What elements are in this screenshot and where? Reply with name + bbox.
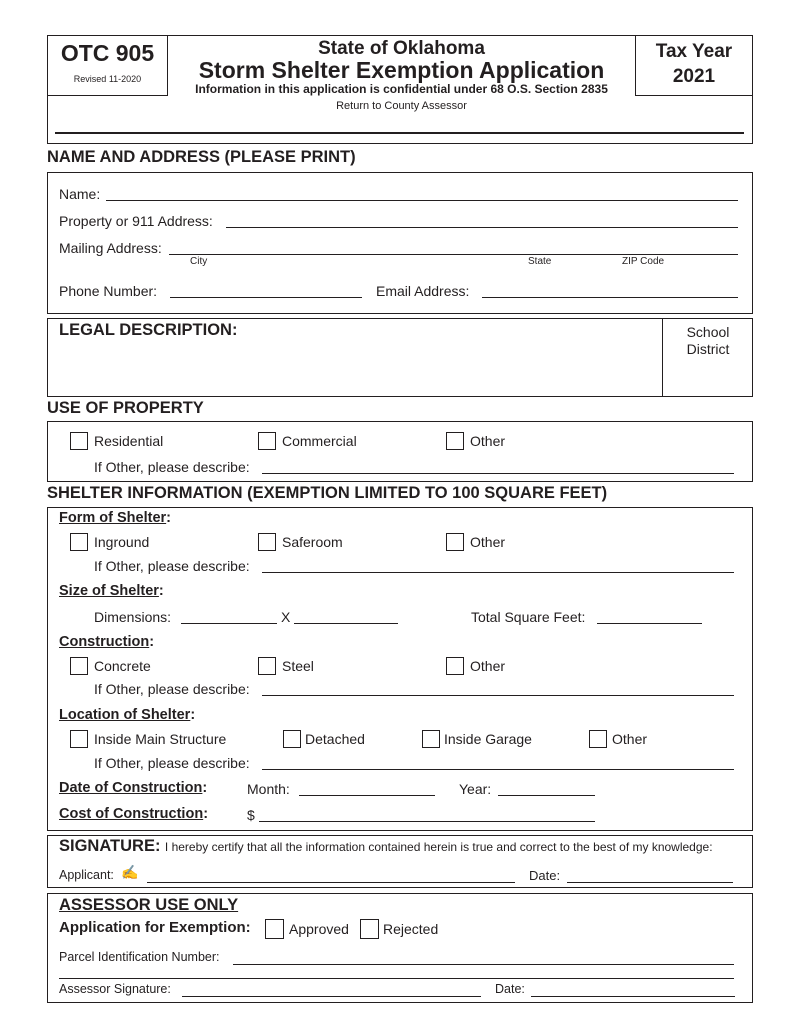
signature-heading: SIGNATURE: — [59, 837, 161, 855]
size-of-shelter-label: Size of Shelter — [59, 583, 159, 599]
location-of-shelter-label: Location of Shelter — [59, 707, 191, 723]
signature-date-label: Date: — [529, 868, 561, 883]
saferoom-checkbox[interactable] — [258, 533, 276, 551]
location-other-describe-label: If Other, please describe: — [94, 755, 250, 771]
dimension-x-label: X — [281, 609, 291, 625]
state-sublabel: State — [528, 256, 552, 267]
zip-sublabel: ZIP Code — [622, 256, 665, 267]
colon: : — [190, 707, 196, 723]
colon: : — [203, 806, 209, 822]
form-number: OTC 905 — [60, 40, 155, 66]
assessor-use-only-heading: ASSESSOR USE ONLY — [59, 896, 239, 914]
colon: : — [202, 780, 208, 796]
tax-year: 2021 — [672, 66, 716, 87]
approved-checkbox[interactable] — [265, 919, 284, 939]
cost-of-construction-label: Cost of Construction — [59, 806, 204, 822]
name-label: Name: — [59, 186, 101, 202]
form-other-describe-label: If Other, please describe: — [94, 558, 250, 574]
shelter-information-heading: SHELTER INFORMATION (EXEMPTION LIMITED TO 100 SQUARE FEET) — [47, 484, 608, 502]
detached-checkbox[interactable] — [283, 730, 301, 748]
detached-label: Detached — [305, 731, 365, 747]
dollar-sign: $ — [247, 807, 255, 823]
cost-field[interactable] — [259, 821, 595, 822]
legal-description-heading: LEGAL DESCRIPTION: — [59, 321, 238, 339]
use-other-describe-field[interactable] — [262, 473, 734, 474]
inside-main-structure-checkbox[interactable] — [70, 730, 88, 748]
email-label: Email Address: — [376, 283, 470, 299]
construction-other-checkbox[interactable] — [446, 657, 464, 675]
phone-label: Phone Number: — [59, 283, 158, 299]
construction-other-describe-label: If Other, please describe: — [94, 681, 250, 697]
form-other-describe-field[interactable] — [262, 572, 734, 573]
total-square-feet-field[interactable] — [597, 623, 702, 624]
parcel-number-field[interactable] — [233, 964, 734, 965]
construction-other-label: Other — [470, 658, 506, 674]
signature-date-field[interactable] — [567, 882, 733, 883]
location-other-describe-field[interactable] — [262, 769, 734, 770]
assessor-signature-field[interactable] — [182, 996, 481, 997]
header-rule — [55, 132, 744, 134]
assessor-date-field[interactable] — [531, 996, 735, 997]
month-field[interactable] — [299, 795, 435, 796]
location-other-checkbox[interactable] — [589, 730, 607, 748]
concrete-label: Concrete — [94, 658, 151, 674]
assessor-date-label: Date: — [495, 982, 525, 996]
applicant-label: Applicant: — [59, 868, 114, 882]
dimensions-label: Dimensions: — [94, 609, 172, 625]
inside-garage-label: Inside Garage — [444, 731, 532, 747]
inside-garage-checkbox[interactable] — [422, 730, 440, 748]
inside-main-structure-label: Inside Main Structure — [94, 731, 227, 747]
commercial-label: Commercial — [282, 433, 357, 449]
use-other-checkbox[interactable] — [446, 432, 464, 450]
inground-label: Inground — [94, 534, 150, 550]
use-other-label: Other — [470, 433, 506, 449]
city-sublabel: City — [190, 256, 208, 267]
construction-label: Construction — [59, 634, 150, 650]
steel-label: Steel — [282, 658, 314, 674]
confidential-note: Information in this application is confidential under 68 O.S. Section 2835 — [195, 82, 608, 96]
page-title: Storm Shelter Exemption Application — [198, 57, 605, 83]
rejected-checkbox[interactable] — [360, 919, 379, 939]
commercial-checkbox[interactable] — [258, 432, 276, 450]
phone-field[interactable] — [170, 297, 362, 298]
applicant-signature-field[interactable] — [147, 882, 515, 883]
residential-checkbox[interactable] — [70, 432, 88, 450]
name-address-heading: NAME AND ADDRESS (PLEASE PRINT) — [47, 148, 356, 166]
approved-label: Approved — [289, 921, 349, 937]
email-field[interactable] — [482, 297, 738, 298]
tax-year-label: Tax Year — [655, 41, 733, 62]
inground-checkbox[interactable] — [70, 533, 88, 551]
date-of-construction-label: Date of Construction — [59, 780, 203, 796]
residential-label: Residential — [94, 433, 164, 449]
district-label: District — [686, 341, 730, 357]
application-for-exemption-label: Application for Exemption: — [59, 919, 251, 936]
assessor-signature-label: Assessor Signature: — [59, 982, 171, 996]
dimension-width-field[interactable] — [181, 623, 277, 624]
year-label: Year: — [459, 781, 492, 797]
form-of-shelter-label: Form of Shelter — [59, 510, 167, 526]
dimension-length-field[interactable] — [294, 623, 398, 624]
form-other-checkbox[interactable] — [446, 533, 464, 551]
return-note: Return to County Assessor — [336, 100, 467, 112]
use-of-property-heading: USE OF PROPERTY — [47, 399, 204, 417]
colon: : — [149, 634, 155, 650]
colon: : — [158, 583, 164, 599]
mailing-address-field[interactable] — [169, 254, 738, 255]
month-label: Month: — [247, 781, 290, 797]
name-field[interactable] — [106, 200, 738, 201]
pen-signature-icon: ✍ — [121, 864, 139, 880]
rejected-label: Rejected — [383, 921, 439, 937]
school-label: School — [686, 324, 730, 340]
use-other-describe-label: If Other, please describe: — [94, 459, 250, 475]
saferoom-label: Saferoom — [282, 534, 343, 550]
property-address-field[interactable] — [226, 227, 738, 228]
year-field[interactable] — [498, 795, 595, 796]
certification-text: I hereby certify that all the information contained herein is true and correct to the best of my knowledge: — [164, 840, 713, 854]
construction-other-describe-field[interactable] — [262, 695, 734, 696]
mailing-address-label: Mailing Address: — [59, 240, 162, 256]
parcel-number-field-extra[interactable] — [59, 978, 734, 979]
concrete-checkbox[interactable] — [70, 657, 88, 675]
total-square-feet-label: Total Square Feet: — [471, 609, 586, 625]
parcel-number-label: Parcel Identification Number: — [59, 950, 220, 964]
revised-date: Revised 11-2020 — [73, 74, 142, 84]
property-address-label: Property or 911 Address: — [59, 213, 213, 229]
state-title: State of Oklahoma — [318, 38, 485, 59]
form-other-label: Other — [470, 534, 506, 550]
colon: : — [166, 510, 171, 526]
location-other-label: Other — [612, 731, 648, 747]
steel-checkbox[interactable] — [258, 657, 276, 675]
